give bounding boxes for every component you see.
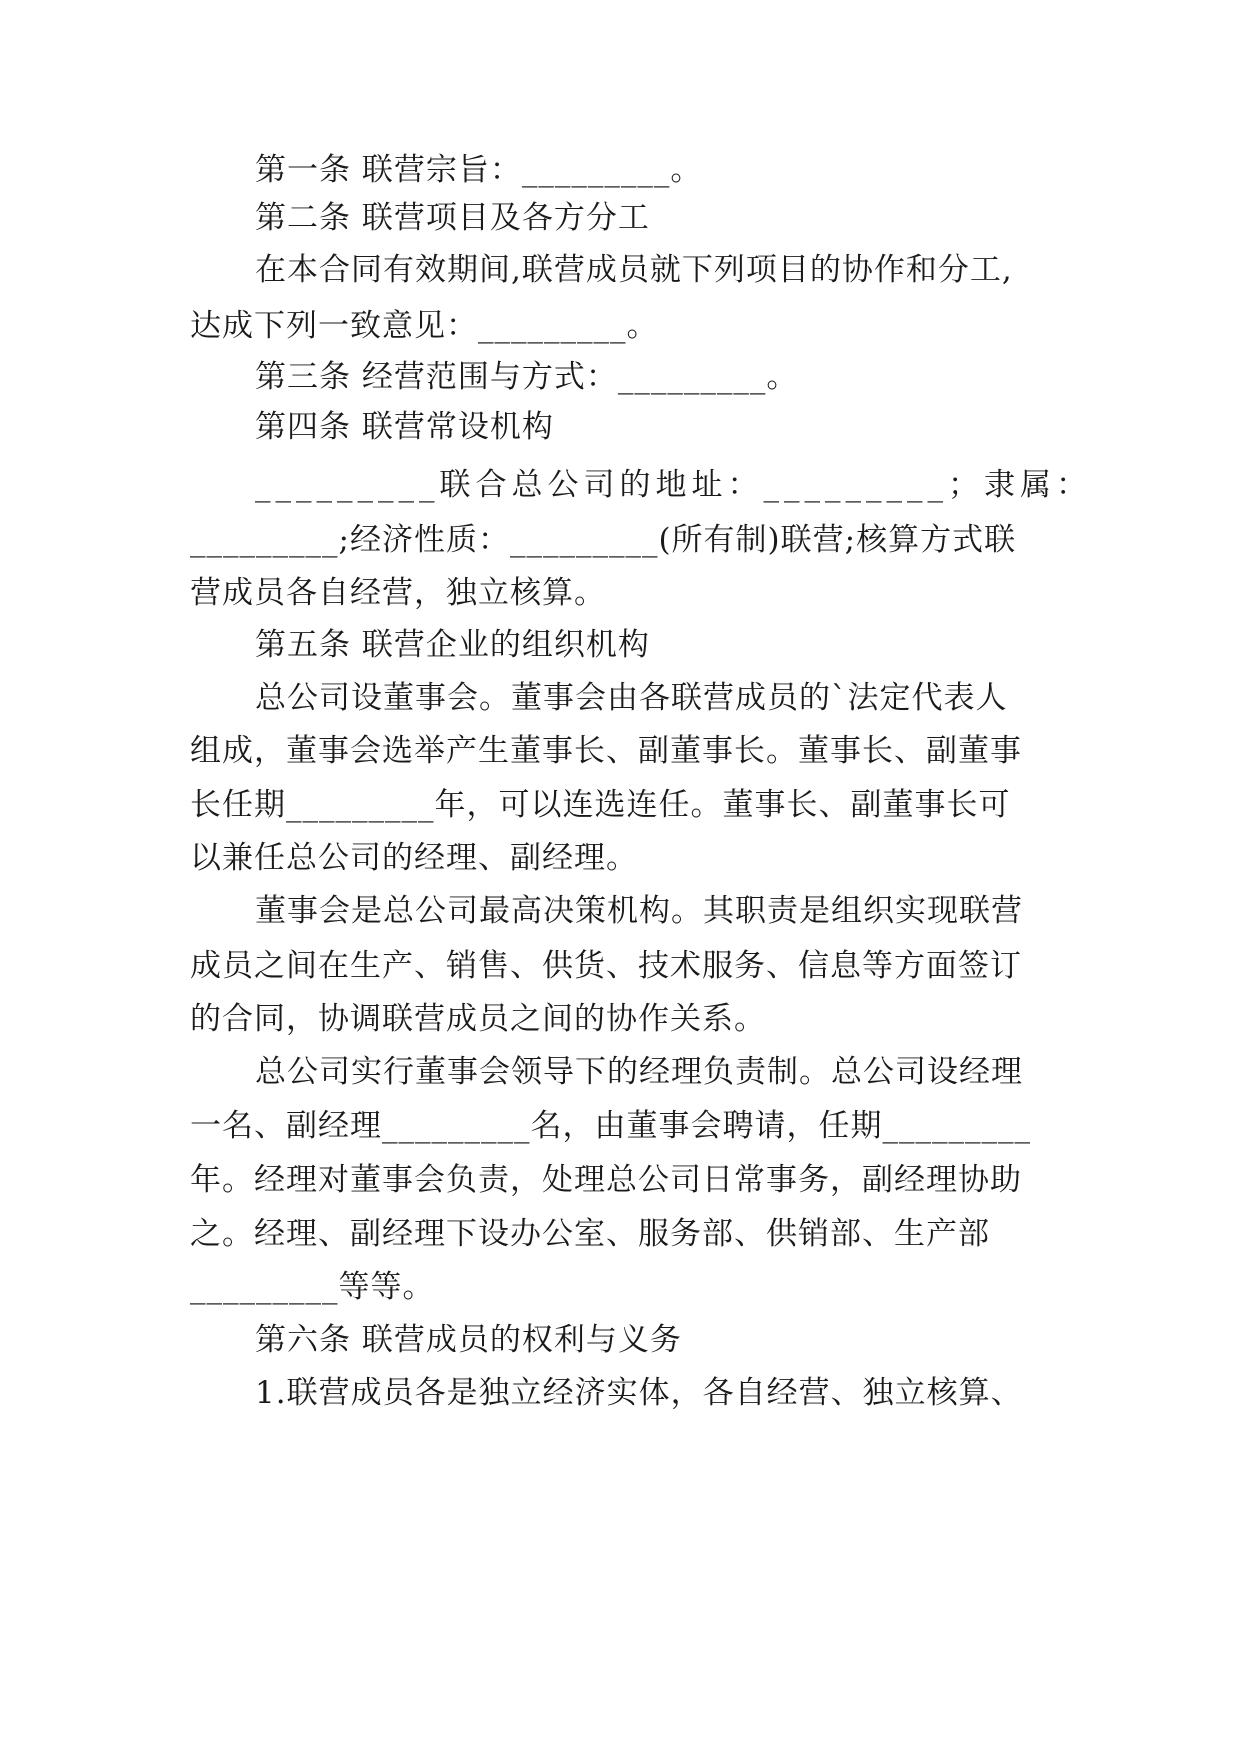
paragraph-line: 长任期_________年，可以连选连任。董事长、副董事长可: [190, 787, 1011, 823]
paragraph-line: 的合同，协调联营成员之间的协作关系。: [190, 1001, 766, 1037]
paragraph-line: 年。经理对董事会负责，处理总公司日常事务，副经理协助: [190, 1162, 1022, 1198]
paragraph-line: 之。经理、副经理下设办公室、服务部、供销部、生产部: [190, 1216, 990, 1252]
paragraph-line: _________;经济性质：_________(所有制)联营;核算方式联: [190, 522, 1017, 558]
paragraph-line: 一名、副经理_________名，由董事会聘请，任期_________: [190, 1108, 1031, 1144]
paragraph-line: 总公司实行董事会领导下的经理负责制。总公司设经理: [255, 1054, 1023, 1090]
article-5-heading: 第五条 联营企业的组织机构: [255, 627, 650, 663]
paragraph-line: 以兼任总公司的经理、副经理。: [190, 840, 638, 876]
article-6-heading: 第六条 联营成员的权利与义务: [255, 1322, 682, 1358]
paragraph-line: 成员之间在生产、销售、供货、技术服务、信息等方面签订: [190, 948, 1022, 984]
article-1: 第一条 联营宗旨：_________。: [255, 152, 703, 188]
article-4-heading: 第四条 联营常设机构: [255, 409, 554, 445]
paragraph-line: 营成员各自经营，独立核算。: [190, 575, 606, 611]
paragraph-line: _________等等。: [190, 1269, 435, 1305]
paragraph-line: 在本合同有效期间,联营成员就下列项目的协作和分工,: [255, 252, 1013, 288]
paragraph-line: 1.联营成员各是独立经济实体，各自经营、独立核算、: [255, 1375, 1023, 1411]
paragraph-line: 组成，董事会选举产生董事长、副董事长。董事长、副董事: [190, 733, 1022, 769]
paragraph-line: _________联合总公司的地址：_________；隶属：: [255, 467, 1092, 503]
paragraph-line: 达成下列一致意见：_________。: [190, 308, 659, 344]
article-3: 第三条 经营范围与方式：_________。: [255, 359, 799, 395]
article-2-heading: 第二条 联营项目及各方分工: [255, 200, 650, 236]
paragraph-line: 总公司设董事会。董事会由各联营成员的`法定代表人: [255, 680, 1008, 716]
paragraph-line: 董事会是总公司最高决策机构。其职责是组织实现联营: [255, 893, 1023, 929]
